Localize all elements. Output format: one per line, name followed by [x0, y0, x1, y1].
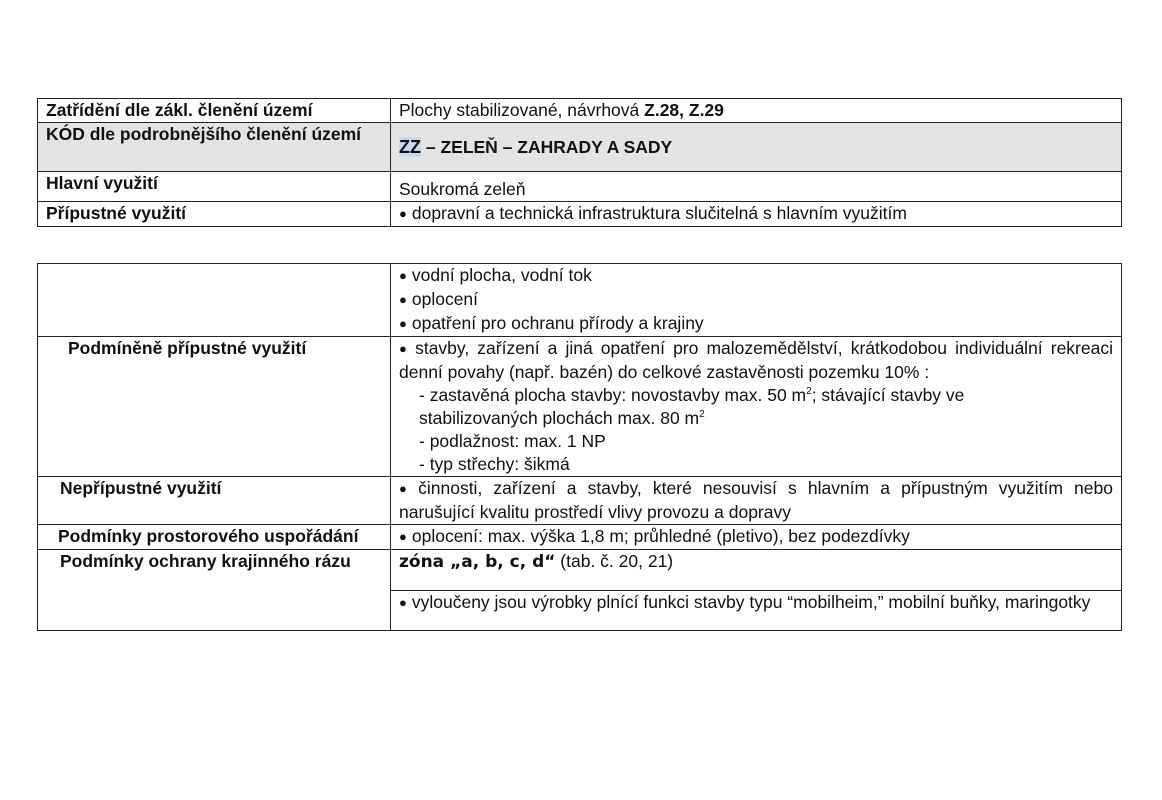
condition-line	[399, 407, 1113, 430]
table-row	[38, 202, 1122, 227]
row-value	[391, 337, 1122, 477]
bullet-item: ● opatření pro ochranu přírody a krajiny	[399, 312, 1113, 336]
zone-name: – ZELEŇ – ZAHRADY A SADY	[421, 136, 673, 157]
zone-code: ZZ	[399, 136, 421, 157]
zoning-summary-table	[37, 98, 1122, 227]
row-value: Soukromá zeleň	[391, 172, 1122, 202]
value-text: Plochy stabilizované, návrhová	[399, 100, 645, 120]
row-label: Přípustné využití	[38, 202, 391, 227]
row-value	[391, 590, 1122, 631]
bullet-item: ● oplocení	[399, 288, 1113, 312]
superscript: 2	[806, 386, 812, 398]
row-label: Zatřídění dle zákl. členění území	[38, 99, 391, 123]
row-label: Podmíněně přípustné využití	[38, 337, 391, 477]
bullet-item: ● dopravní a technická infrastruktura slučitelná s hlavním využitím	[399, 203, 907, 223]
bullet-item: ● oplocení: max. výška 1,8 m; průhledné (pletivo), bez podezdívky	[399, 525, 1113, 549]
row-value	[391, 123, 1122, 172]
row-label: Podmínky ochrany krajinného rázu	[38, 550, 391, 631]
table-row	[38, 172, 1122, 202]
row-value	[391, 477, 1122, 525]
bullet-item: ● stavby, zařízení a jiná opatření pro malozemědělství, krátkodobou individuální rekreaci denní povahy (např. bazén) do celkové zastavěnosti pozemku 10% :	[399, 337, 1113, 384]
row-label	[38, 264, 391, 337]
table-row	[38, 264, 1122, 337]
row-label: Podmínky prostorového uspořádání	[38, 525, 391, 550]
zone-letters: zóna „a, b, c, d“	[399, 552, 556, 572]
condition-text: - zastavěná plocha stavby: novostavby max. 50 m	[419, 385, 807, 405]
condition-line	[399, 384, 1113, 407]
zoning-conditions-table	[37, 263, 1122, 631]
condition-text: ; stávající stavby ve	[811, 385, 965, 405]
condition-text: stabilizovaných plochách max. 80 m	[419, 408, 700, 428]
table-row	[38, 525, 1122, 550]
row-value	[391, 202, 1122, 227]
row-value	[391, 264, 1122, 337]
table-row	[38, 337, 1122, 477]
row-value	[391, 99, 1122, 123]
row-value	[391, 525, 1122, 550]
bullet-item: ● činnosti, zařízení a stavby, které nesouvisí s hlavním a přípustným využitím nebo narušující kvalitu prostředí vlivy provozu a dopravy	[399, 477, 1113, 524]
row-label: KÓD dle podrobnějšího členění území	[38, 123, 391, 172]
table-row	[38, 123, 1122, 172]
zone-ref: (tab. č. 20, 21)	[555, 551, 674, 571]
row-label: Hlavní využití	[38, 172, 391, 202]
value-bold: Z.28, Z.29	[644, 100, 724, 120]
table-row	[38, 550, 1122, 591]
condition-line: - typ střechy: šikmá	[419, 454, 570, 474]
table-row	[38, 99, 1122, 123]
condition-line: - podlažnost: max. 1 NP	[419, 431, 606, 451]
row-value	[391, 550, 1122, 591]
row-label: Nepřípustné využití	[38, 477, 391, 525]
table-row	[38, 477, 1122, 525]
superscript: 2	[699, 409, 705, 421]
bullet-item: ● vyloučeny jsou výrobky plnící funkci stavby typu “mobilheim,” mobilní buňky, maringotky	[399, 591, 1113, 615]
bullet-item: ● vodní plocha, vodní tok	[399, 264, 1113, 288]
